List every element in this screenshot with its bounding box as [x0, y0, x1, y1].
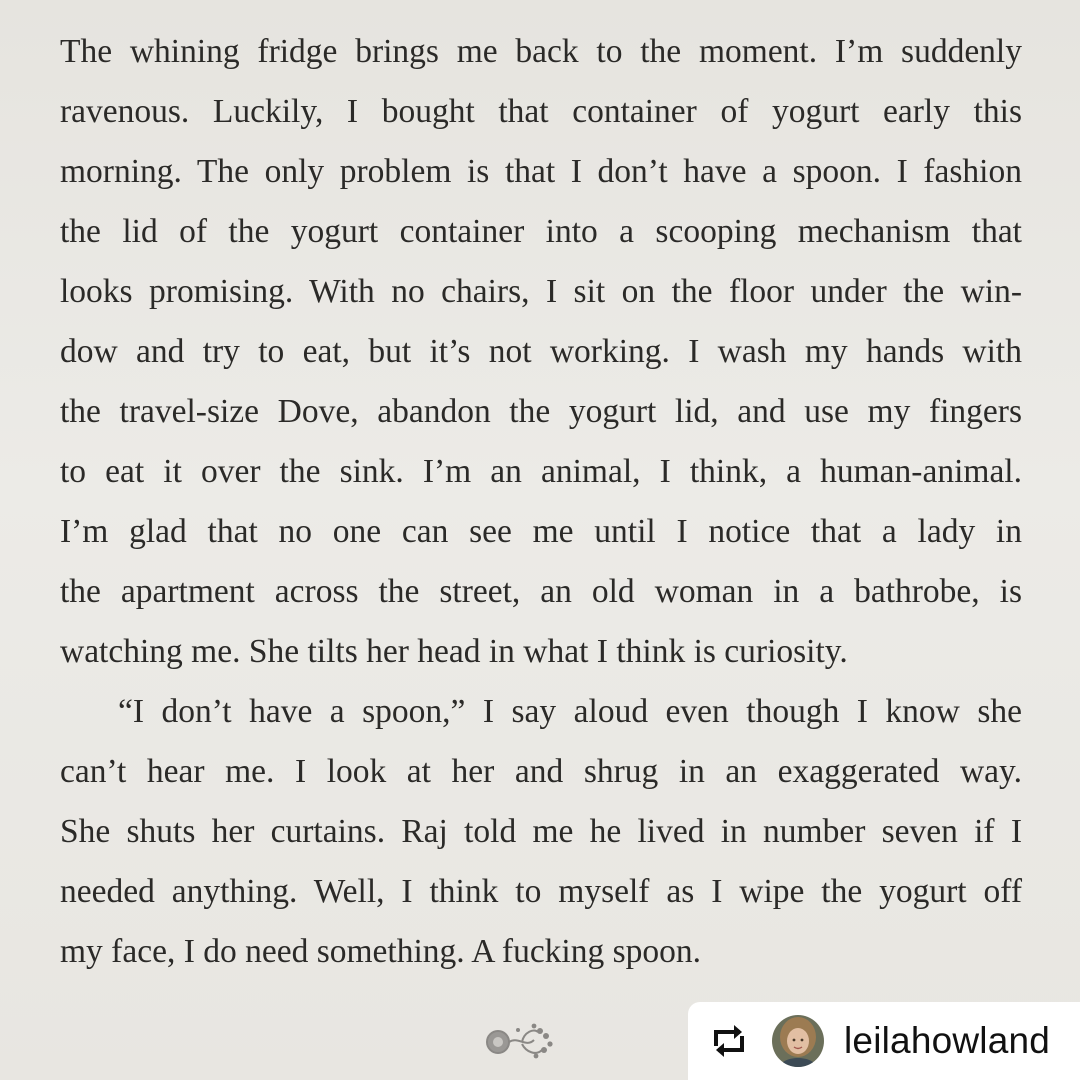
- book-text: [60, 22, 1022, 982]
- text-line: the lid of the yogurt container into a scooping mechanism that: [60, 213, 1022, 250]
- text-line: needed anything. Well, I think to myself as I wipe the yogurt off: [60, 873, 1022, 910]
- text-line: can’t hear me. I look at her and shrug in an exaggerated way.: [60, 753, 1022, 790]
- text-line: I’m glad that no one can see me until I notice that a lady in: [60, 513, 1022, 550]
- text-line: “I don’t have a spoon,” I say aloud even though I know she: [118, 693, 1022, 730]
- text-line: dow and try to eat, but it’s not working. I wash my hands with: [60, 333, 1022, 370]
- floral-ornament-icon: [478, 1018, 560, 1062]
- text-line: watching me. She tilts her head in what I think is curiosity.: [60, 633, 848, 670]
- avatar[interactable]: [772, 1015, 824, 1067]
- text-line: to eat it over the sink. I’m an animal, I think, a human-animal.: [60, 453, 1022, 490]
- text-line: looks promising. With no chairs, I sit on the floor under the win-: [60, 273, 1022, 310]
- text-line: the apartment across the street, an old woman in a bathrobe, is: [60, 573, 1022, 610]
- avatar-photo: [772, 1015, 824, 1067]
- text-line: the travel-size Dove, abandon the yogurt lid, and use my fingers: [60, 393, 1022, 430]
- text-line: The whining fridge brings me back to the moment. I’m suddenly: [60, 33, 1022, 70]
- text-line: ravenous. Luckily, I bought that container of yogurt early this: [60, 93, 1022, 130]
- repost-badge[interactable]: [688, 1002, 1080, 1080]
- text-line: my face, I do need something. A fucking spoon.: [60, 933, 702, 970]
- repost-icon[interactable]: [708, 1020, 750, 1062]
- text-line: She shuts her curtains. Raj told me he lived in number seven if I: [60, 813, 1022, 850]
- text-line: morning. The only problem is that I don’t have a spoon. I fashion: [60, 153, 1022, 190]
- username[interactable]: leilahowland: [844, 1020, 1051, 1061]
